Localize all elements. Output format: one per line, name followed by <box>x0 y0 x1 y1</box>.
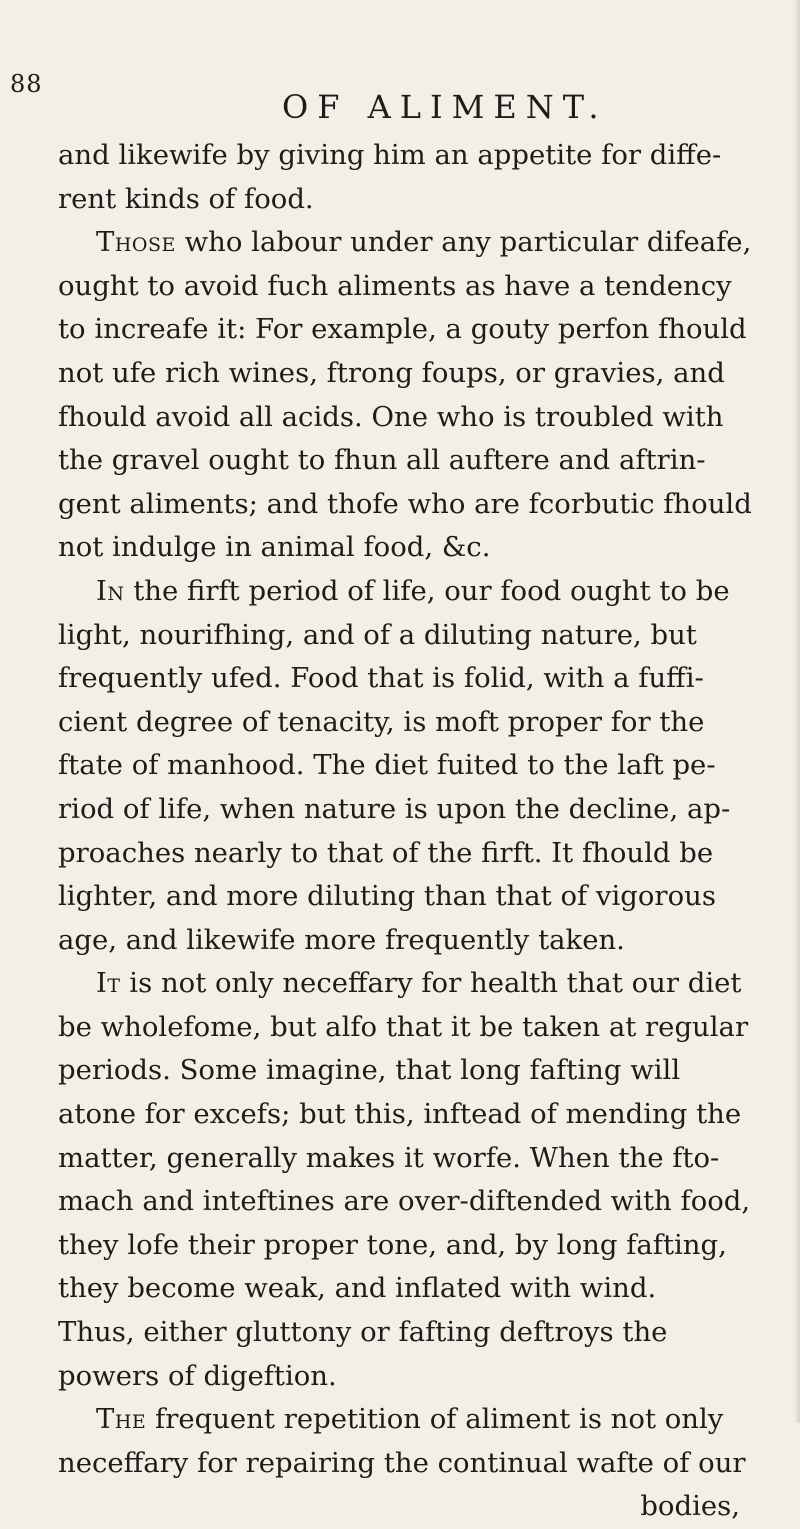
line-text: is not only neceffary for health that our diet <box>120 967 742 1000</box>
text-line <box>58 134 742 178</box>
body-text <box>58 134 752 1529</box>
page-number: 88 <box>10 70 43 98</box>
line-text: gent aliments; and thofe who are fcorbutic fhould <box>58 487 752 520</box>
text-line <box>58 483 752 527</box>
paragraph-lead-word: In <box>96 574 125 607</box>
line-text: atone for excefs; but this, inftead of mending the <box>58 1098 742 1131</box>
line-text: rent kinds of food. <box>58 182 314 215</box>
line-text: ftate of manhood. The diet fuited to the laft pe- <box>58 749 716 782</box>
text-line <box>58 832 742 876</box>
text-line <box>58 1355 742 1399</box>
page-edge <box>794 0 800 1423</box>
line-text: who labour under any particular difeafe, <box>175 226 752 259</box>
text-line <box>58 1224 742 1268</box>
line-text: proaches nearly to that of the firft. It fhould be <box>58 836 714 869</box>
line-text: Thus, either gluttony or fafting deftroys the <box>58 1316 668 1349</box>
catchword: bodies, <box>640 1490 740 1523</box>
text-line <box>58 1137 742 1181</box>
paragraph-lead-word: The <box>96 1403 147 1436</box>
line-text: riod of life, when nature is upon the decline, ap- <box>58 792 731 825</box>
text-line <box>58 396 742 440</box>
text-line <box>58 1442 746 1486</box>
text-line <box>58 439 742 483</box>
line-text: and likewife by giving him an appetite for diffe- <box>58 139 722 171</box>
text-line <box>58 744 742 788</box>
text-line <box>58 1311 742 1355</box>
line-text: the gravel ought to fhun all auftere and aftrin- <box>58 444 706 477</box>
line-text: matter, generally makes it worfe. When the fto- <box>58 1141 720 1174</box>
text-line <box>58 875 742 919</box>
text-line <box>58 352 742 396</box>
line-text: the firft period of life, our food ought to be <box>124 574 730 607</box>
text-line <box>58 701 742 745</box>
text-line <box>58 788 742 832</box>
line-text: to increafe it: For example, a gouty perfon fhould <box>58 313 747 346</box>
line-text: not indulge in animal food, &c. <box>58 531 491 564</box>
line-text: they lofe their proper tone, and, by long fafting, <box>58 1228 727 1261</box>
text-line <box>58 919 742 963</box>
line-text: frequent repetition of aliment is not only <box>146 1403 724 1436</box>
text-line <box>58 178 742 222</box>
text-line <box>58 1006 749 1050</box>
text-line <box>58 1093 742 1137</box>
text-line <box>58 1267 742 1311</box>
paragraph-start-line <box>58 962 742 1006</box>
paragraph-start-line <box>58 570 742 614</box>
text-line <box>58 1180 751 1224</box>
line-text: lighter, and more diluting than that of vigorous <box>58 880 716 913</box>
line-text: mach and inteftines are over-diftended with food, <box>58 1185 751 1218</box>
line-text: fhould avoid all acids. One who is troubled with <box>58 400 724 433</box>
text-line <box>58 526 742 570</box>
line-text: powers of digeftion. <box>58 1359 337 1392</box>
line-text: age, and likewife more frequently taken. <box>58 923 625 956</box>
text-line <box>58 265 742 309</box>
line-text: periods. Some imagine, that long fafting will <box>58 1054 681 1087</box>
paragraph-lead-word: Those <box>96 226 176 259</box>
line-text: not ufe rich wines, ftrong foups, or gravies, and <box>58 356 725 389</box>
paragraph-start-line <box>58 1398 742 1442</box>
running-title: OF ALIMENT. <box>282 88 608 126</box>
line-text: light, nourifhing, and of a diluting nature, but <box>58 618 697 651</box>
line-text: cient degree of tenacity, is moft proper for the <box>58 705 705 738</box>
paragraph-start-line <box>58 221 752 265</box>
text-line <box>58 657 742 701</box>
line-text: frequently ufed. Food that is folid, with a fuffi- <box>58 662 704 695</box>
line-text: be wholefome, but alfo that it be taken at regular <box>58 1010 749 1043</box>
line-text: ought to avoid fuch aliments as have a tendency <box>58 269 732 302</box>
text-line <box>58 614 742 658</box>
text-line <box>58 1049 742 1093</box>
text-line <box>58 308 747 352</box>
paragraph-lead-word: It <box>96 967 121 1000</box>
line-text: neceffary for repairing the continual wafte of our <box>58 1446 746 1479</box>
line-text: they become weak, and inflated with wind. <box>58 1272 657 1305</box>
